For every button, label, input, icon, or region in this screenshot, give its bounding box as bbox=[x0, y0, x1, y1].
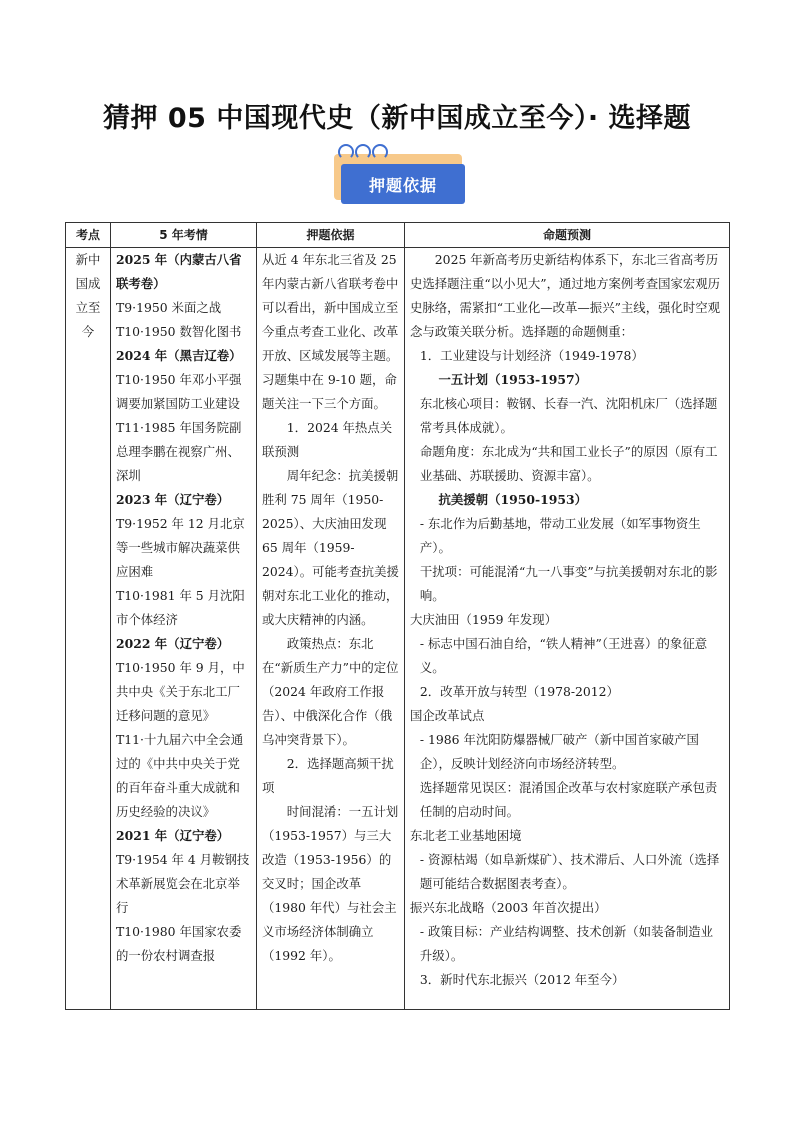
forecast-paragraph: 选择题常见误区：混淆国企改革与农村家庭联产承包责任制的启动时间。 bbox=[419, 780, 718, 819]
history-paragraph: T9·1952 年 12 月北京等一些城市解决蔬菜供应困难 bbox=[116, 516, 245, 579]
basis-paragraph: 1．2024 年热点关联预测 bbox=[262, 420, 393, 459]
forecast-paragraph: 3．新时代东北振兴（2012 年至今） bbox=[419, 972, 625, 987]
forecast-paragraph: 国企改革试点 bbox=[410, 708, 485, 723]
forecast-paragraph: 振兴东北战略（2003 年首次提出） bbox=[410, 900, 607, 915]
history-paragraph: T10·1950 数智化图书 bbox=[116, 324, 242, 339]
forecast-paragraph: 东北老工业基地困境 bbox=[410, 828, 522, 843]
forecast-paragraph: - 1986 年沈阳防爆器械厂破产（新中国首家破产国企），反映计划经济向市场经济转型。 bbox=[419, 732, 699, 771]
table-row bbox=[66, 248, 730, 1010]
history-cell bbox=[111, 248, 257, 1010]
history-paragraph: T10·1980 年国家农委的一份农村调查报 bbox=[116, 924, 242, 963]
basis-cell bbox=[257, 248, 405, 1010]
history-paragraph: T11·1985 年国务院副总理李鹏在视察广州、深圳 bbox=[116, 420, 242, 483]
history-paragraph: 2024 年（黑吉辽卷） bbox=[116, 348, 242, 363]
binder-rings-icon bbox=[338, 144, 388, 160]
history-paragraph: 2021 年（辽宁卷） bbox=[116, 828, 230, 843]
history-paragraph: 2025 年（内蒙古八省联考卷） bbox=[116, 252, 242, 291]
basis-paragraph: 时间混淆：一五计划（1953-1957）与三大改造（1953-1956）的交叉时；国企改革（1980 年代）与社会主义市场经济体制确立（1992 年）。 bbox=[262, 804, 399, 963]
history-paragraph: T10·1981 年 5 月沈阳市个体经济 bbox=[116, 588, 245, 627]
basis-paragraph: 2．选择题高频干扰项 bbox=[262, 756, 394, 795]
forecast-paragraph: 大庆油田（1959 年发现） bbox=[410, 612, 557, 627]
header-forecast: 命题预测 bbox=[405, 223, 730, 248]
history-paragraph: 2022 年（辽宁卷） bbox=[116, 636, 230, 651]
page-title: 猜押 05 中国现代史（新中国成立至今）· 选择题 bbox=[102, 103, 692, 134]
basis-paragraph: 从近 4 年东北三省及 25 年内蒙古新八省联考卷中可以看出，新中国成立至今重点考查工业化、改革开放、区域发展等主题。习题集中在 9-10 题，命题关注一下三个方面。 bbox=[262, 252, 399, 411]
table-header-row bbox=[66, 223, 730, 248]
forecast-paragraph: 1．工业建设与计划经济（1949-1978） bbox=[419, 348, 644, 363]
basis-paragraph: 周年纪念：抗美援朝胜利 75 周年（1950-2025）、大庆油田发现 65 周年（1959-2024）。可能考查抗美援朝对东北工业化的推动，或大庆精神的内涵。 bbox=[262, 468, 399, 627]
badge-label: 押题依据 bbox=[341, 164, 465, 204]
history-paragraph: 2023 年（辽宁卷） bbox=[116, 492, 230, 507]
forecast-paragraph: 2．改革开放与转型（1978-2012） bbox=[419, 684, 619, 699]
topic-cell: 新中国成立至今 bbox=[66, 248, 111, 1010]
basis-paragraph: 政策热点：东北在“新质生产力”中的定位（2024 年政府工作报告）、中俄深化合作（俄乌冲突背景下）。 bbox=[262, 636, 399, 747]
header-basis: 押题依据 bbox=[257, 223, 405, 248]
prediction-table bbox=[65, 222, 730, 1010]
forecast-cell bbox=[405, 248, 730, 1010]
badge-underline bbox=[346, 200, 460, 201]
forecast-paragraph: 一五计划（1953-1957） bbox=[438, 372, 587, 387]
forecast-paragraph: 干扰项：可能混淆“九一八事变”与抗美援朝对东北的影响。 bbox=[419, 564, 718, 603]
forecast-paragraph: - 东北作为后勤基地，带动工业发展（如军事物资生产）。 bbox=[419, 516, 701, 555]
header-topic: 考点 bbox=[66, 223, 111, 248]
forecast-paragraph: 命题角度：东北成为“共和国工业长子”的原因（原有工业基础、苏联援助、资源丰富）。 bbox=[419, 444, 718, 483]
header-history: 5 年考情 bbox=[111, 223, 257, 248]
forecast-paragraph: 2025 年新高考历史新结构体系下，东北三省高考历史选择题注重“以小见大”，通过地方案例考查国家宏观历史脉络，需紧扣“工业化—改革—振兴”主线，强化时空观念与政策关联分析。选择题的命题侧重： bbox=[410, 252, 721, 339]
history-paragraph: T11·十九届六中全会通过的《中共中央关于党的百年奋斗重大成就和历史经验的决议》 bbox=[116, 732, 244, 819]
forecast-paragraph: - 标志中国石油自给，“铁人精神”（王进喜）的象征意义。 bbox=[419, 636, 708, 675]
forecast-paragraph: - 政策目标：产业结构调整、技术创新（如装备制造业升级）。 bbox=[419, 924, 714, 963]
history-paragraph: T9·1954 年 4 月鞍钢技术革新展览会在北京举行 bbox=[116, 852, 250, 915]
history-paragraph: T10·1950 年 9 月，中共中央《关于东北工厂迁移问题的意见》 bbox=[116, 660, 245, 723]
forecast-paragraph: 抗美援朝（1950-1953） bbox=[438, 492, 587, 507]
forecast-paragraph: 东北核心项目：鞍钢、长春一汽、沈阳机床厂（选择题常考具体成就）。 bbox=[419, 396, 718, 435]
section-badge bbox=[326, 140, 470, 214]
history-paragraph: T10·1950 年邓小平强调要加紧国防工业建设 bbox=[116, 372, 242, 411]
forecast-paragraph: - 资源枯竭（如阜新煤矿）、技术滞后、人口外流（选择题可能结合数据图表考查）。 bbox=[419, 852, 720, 891]
history-paragraph: T9·1950 米面之战 bbox=[116, 300, 222, 315]
